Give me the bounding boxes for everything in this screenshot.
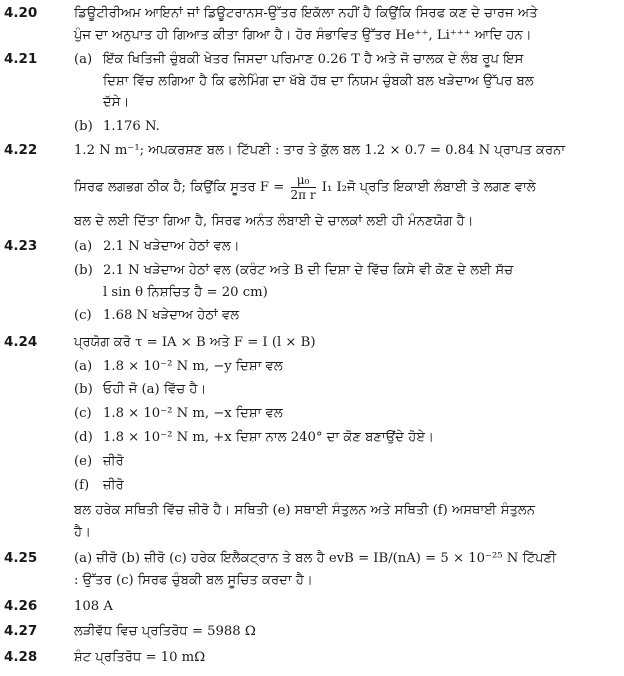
answer-text: ਜ਼ੀਰੋ xyxy=(103,454,124,469)
answer-formula-line xyxy=(74,173,536,202)
answer-text: 1.8 × 10⁻² N m, −x ਦਿਸ਼ਾ ਵਲ xyxy=(103,406,283,421)
fraction-denominator: 2π r xyxy=(290,188,316,202)
mu0-fraction xyxy=(291,173,316,202)
answer-text: ਲੜੀਵੱਧ ਵਿਚ ਪ੍ਰਤਿਰੋਧ = 5988 Ω xyxy=(74,624,256,639)
answer-number: 4.26 xyxy=(4,598,38,614)
answer-number: 4.27 xyxy=(4,623,38,639)
answer-text: 108 A xyxy=(74,599,113,614)
answer-number: 4.24 xyxy=(4,334,38,350)
answer-text: ਪੁੰਜ ਦਾ ਅਨੁਪਾਤ ਹੀ ਗਿਆਤ ਕੀਤਾ ਗਿਆ ਹੈ। ਹੋਰ ਸੰਭਾਵਿਤ ਉੱਤਰ He⁺⁺, Li⁺⁺⁺ ਆਦਿ ਹਨ। xyxy=(74,28,532,43)
answer-text: (a) ਜ਼ੀਰੋ (b) ਜ਼ੀਰੋ (c) ਹਰੇਕ ਇਲੈਕਟ੍ਰਾਨ ਤੇ ਬਲ ਹੈ evB = IB/(nA) = 5 × 10⁻²⁵ N ਟਿੱਪਣੀ xyxy=(74,551,557,566)
part-label: (f) xyxy=(74,478,90,493)
answer-text: 2.1 N ਖੜੇਦਾਅ ਹੇਠਾਂ ਵਲ (ਕਰੰਟ ਅਤੇ B ਦੀ ਦਿਸ਼ਾ ਦੇ ਵਿੱਚ ਕਿਸੇ ਵੀ ਕੋਣ ਦੇ ਲਈ ਸੱਚ xyxy=(103,263,514,278)
answer-text: 1.2 N m⁻¹; ਅਪਕਰਸ਼ਣ ਬਲ। ਟਿੱਪਣੀ : ਤਾਰ ਤੇ ਕੁੱਲ ਬਲ 1.2 × 0.7 = 0.84 N ਪ੍ਰਾਪਤ ਕਰਨਾ xyxy=(74,143,566,158)
answer-number: 4.25 xyxy=(4,550,38,566)
part-label: (c) xyxy=(74,308,92,323)
answer-text: ਦੱਸੇ। xyxy=(103,95,130,110)
answer-text: I₁ I₂ਜੋ ਪ੍ਰਤਿ ਇਕਾਈ ਲੰਬਾਈ ਤੇ ਲਗਣ ਵਾਲੇ xyxy=(321,180,536,195)
part-label: (a) xyxy=(74,239,93,254)
answer-text: ਇੱਕ ਖਿਤਿਜੀ ਚੁੰਬਕੀ ਖੇਤਰ ਜਿਸਦਾ ਪਰਿਮਾਣ 0.26 T ਹੈ ਅਤੇ ਜੋ ਚਾਲਕ ਦੇ ਲੰਬ ਰੂਪ ਇਸ xyxy=(103,52,524,67)
answer-4-22-line-2 xyxy=(0,166,624,200)
answer-text: l sin θ ਨਿਸ਼ਚਿਤ ਹੈ = 20 cm) xyxy=(103,285,268,300)
answer-text: 1.176 N. xyxy=(103,119,160,134)
part-label: (b) xyxy=(74,263,93,278)
part-label: (d) xyxy=(74,430,93,445)
answer-number: 4.28 xyxy=(4,649,38,665)
fraction-numerator: μ₀ xyxy=(291,173,316,188)
part-label: (c) xyxy=(74,406,92,421)
answer-text: : ਉੱਤਰ (c) ਸਿਰਫ ਚੁੰਬਕੀ ਬਲ ਸੂਚਿਤ ਕਰਦਾ ਹੈ। xyxy=(74,573,313,588)
answer-number: 4.23 xyxy=(4,238,38,254)
answer-text: ਬਲ ਹਰੇਕ ਸਥਿਤੀ ਵਿੱਚ ਜ਼ੀਰੋ ਹੈ। ਸਥਿਤੀ (e) ਸਥਾਈ ਸੰਤੁਲਨ ਅਤੇ ਸਥਿਤੀ (f) ਅਸਥਾਈ ਸੰਤੁਲਨ xyxy=(74,503,536,518)
part-label: (e) xyxy=(74,454,93,469)
part-label: (a) xyxy=(74,359,93,374)
answer-text: ਪ੍ਰਯੋਗ ਕਰੋ τ = IA × B ਅਤੇ F = I (l × B) xyxy=(74,335,316,350)
answer-text: ਬਲ ਦੇ ਲਈ ਦਿੱਤਾ ਗਿਆ ਹੈ, ਸਿਰਫ ਅਨੰਤ ਲੰਬਾਈ ਦੇ ਚਾਲਕਾਂ ਲਈ ਹੀ ਮੰਨਣਯੋਗ ਹੈ। xyxy=(74,214,474,229)
answer-text: 2.1 N ਖੜੇਦਾਅ ਹੇਠਾਂ ਵਲ। xyxy=(103,239,240,254)
answer-text: ਹੈ। xyxy=(74,525,91,540)
part-label: (b) xyxy=(74,119,93,134)
answer-text: ਡਿਊਟੀਰੀਅਮ ਆਇਨਾਂ ਜਾਂ ਡਿਊਟਰਾਨਸ-ਉੱਤਰ ਇਕੱਲਾ ਨਹੀਂ ਹੈ ਕਿਉਂਕਿ ਸਿਰਫ ਕਣ ਦੇ ਚਾਰਜ ਅਤੇ xyxy=(74,6,538,21)
part-label: (a) xyxy=(74,52,93,67)
answer-number: 4.21 xyxy=(4,51,38,67)
answer-text: ਓਹੀ ਜੋ (a) ਵਿੱਚ ਹੈ। xyxy=(103,382,207,397)
answer-text: 1.8 × 10⁻² N m, +x ਦਿਸ਼ਾ ਨਾਲ 240° ਦਾ ਕੋਣ ਬਣਾਉਂਦੇ ਹੋਏ। xyxy=(103,430,434,445)
part-label: (b) xyxy=(74,382,93,397)
answer-text: 1.8 × 10⁻² N m, −y ਦਿਸ਼ਾ ਵਲ xyxy=(103,359,283,374)
answer-number: 4.22 xyxy=(4,142,38,158)
answer-text: ਦਿਸ਼ਾ ਵਿੱਚ ਲਗਿਆ ਹੈ ਕਿ ਫਲੇਮਿੰਗ ਦਾ ਖੱਬੇ ਹੱਥ ਦਾ ਨਿਯਮ ਚੁੰਬਕੀ ਬਲ ਖੜੇਦਾਅ ਉੱਪਰ ਬਲ xyxy=(103,74,534,89)
answer-text: ਸ਼ੰਟ ਪ੍ਰਤਿਰੋਧ = 10 mΩ xyxy=(74,650,206,665)
answer-number: 4.20 xyxy=(4,5,38,21)
answer-text: ਸਿਰਫ ਲਗਭਗ ਠੀਕ ਹੈ; ਕਿਉਂਕਿ ਸੂਤਰ F = xyxy=(74,180,285,195)
answer-text: ਜ਼ੀਰੋ xyxy=(103,478,124,493)
answer-text: 1.68 N ਖੜੇਦਾਅ ਹੇਠਾਂ ਵਲ xyxy=(103,308,240,323)
